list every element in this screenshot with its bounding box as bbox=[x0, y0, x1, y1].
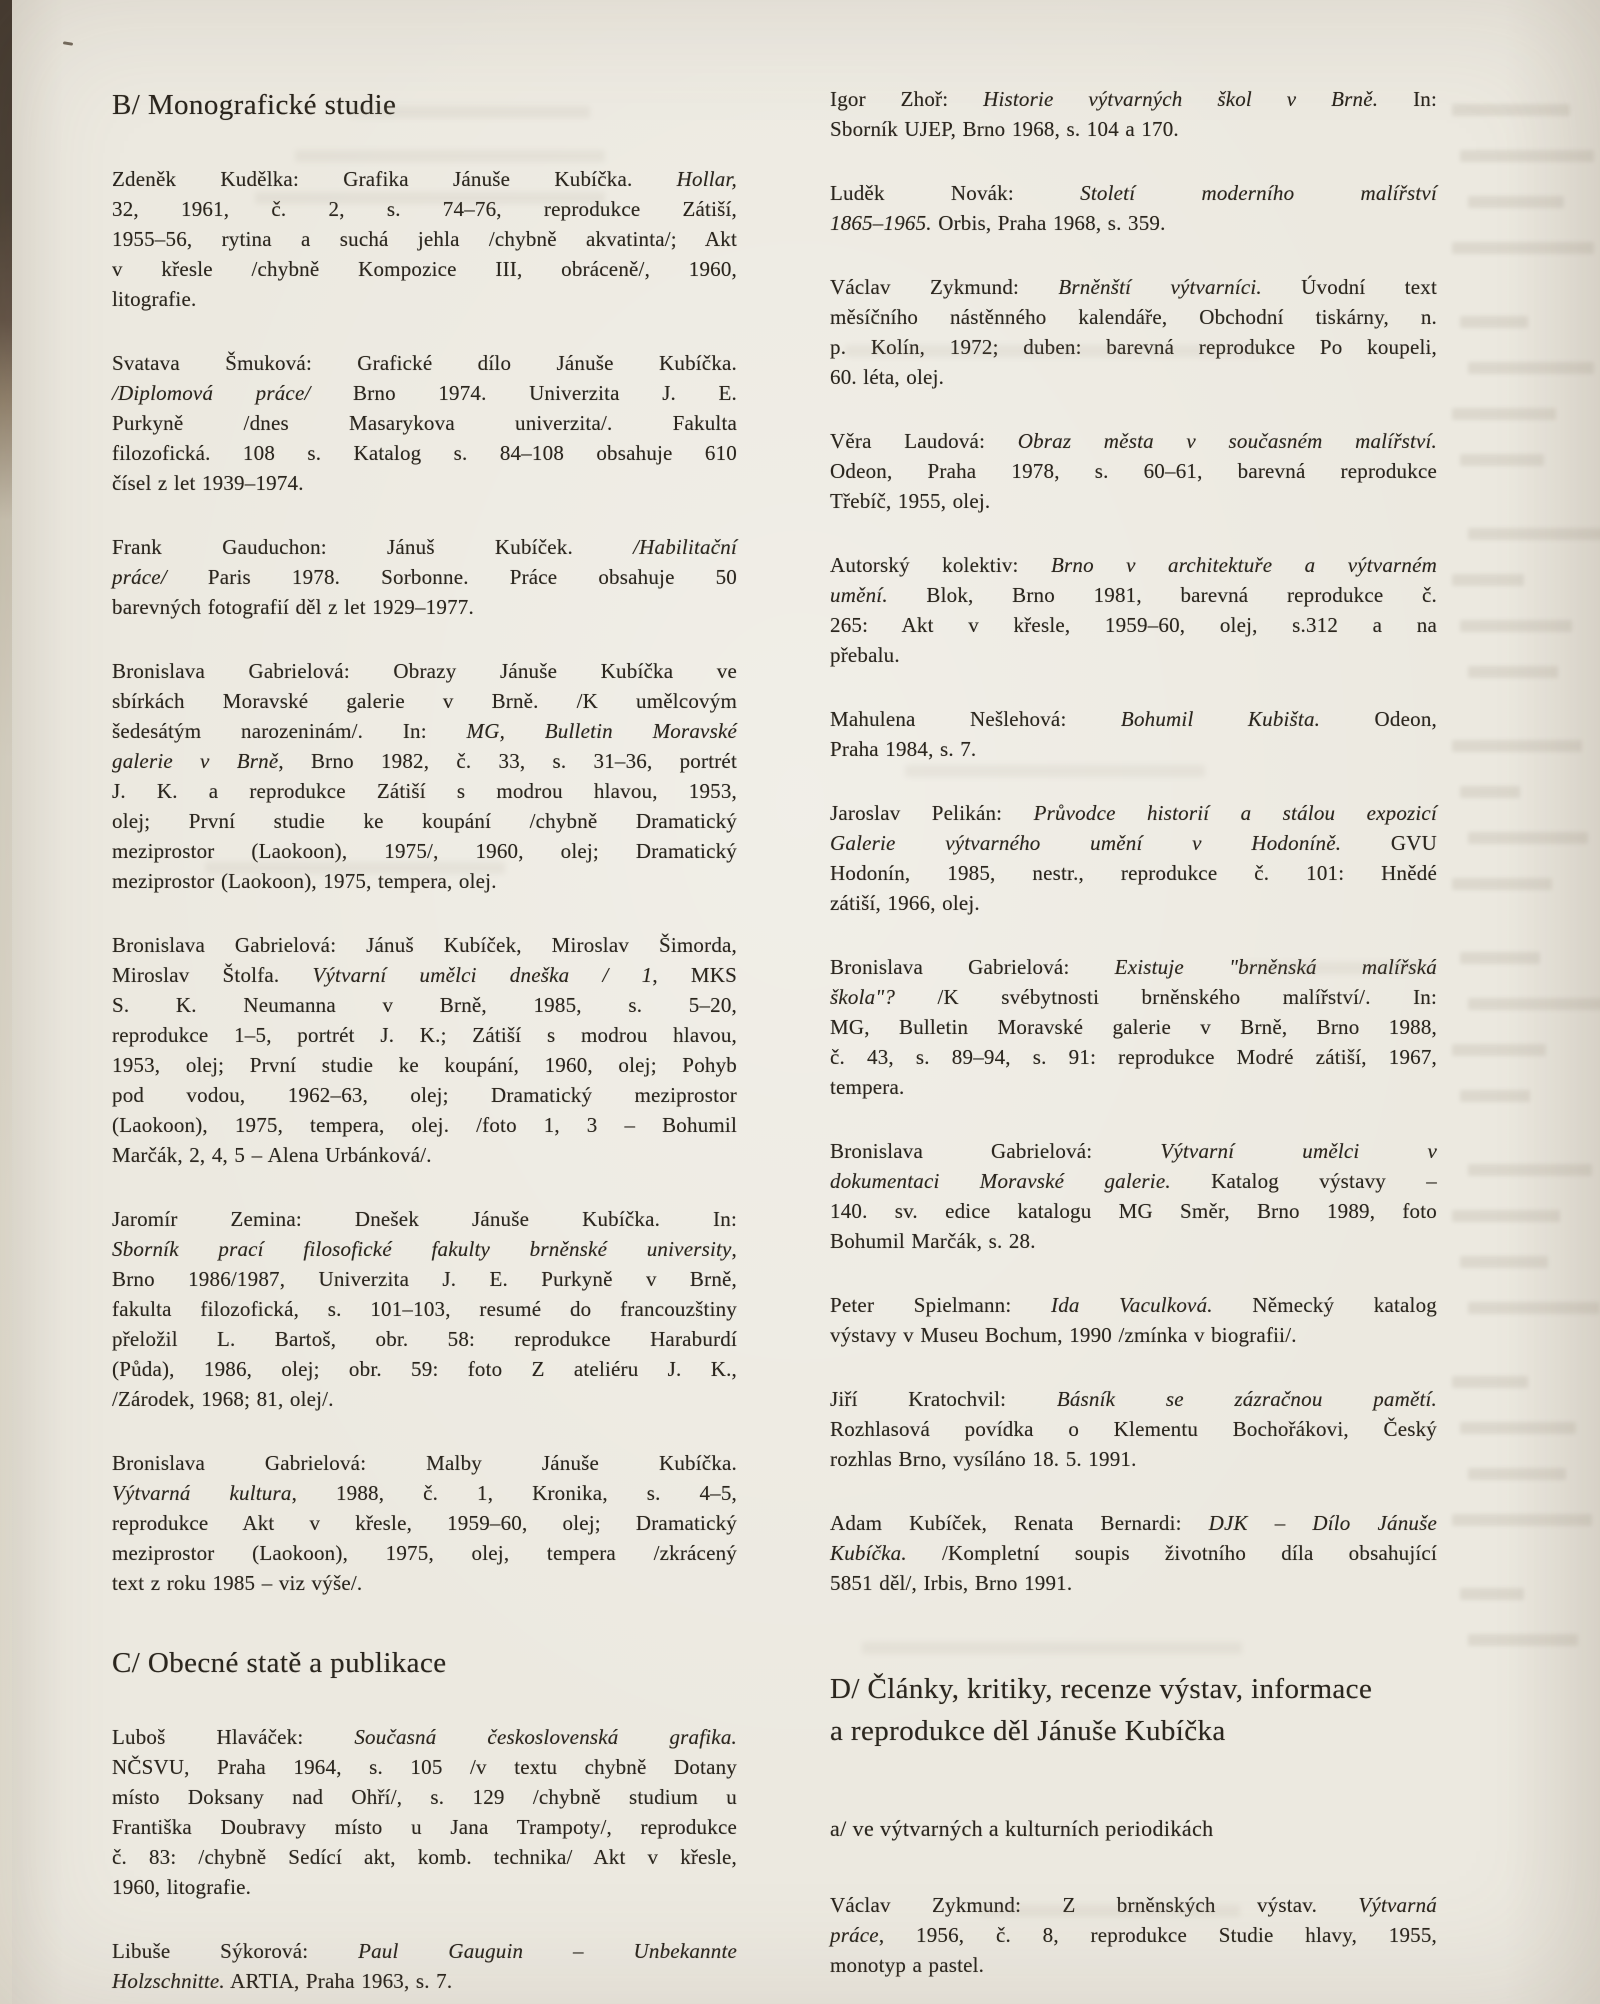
heading-line: a/ ve výtvarných a kulturních periodikách bbox=[830, 1816, 1214, 1841]
entry-line bbox=[830, 704, 1437, 734]
entry-line bbox=[112, 1020, 737, 1050]
text-run: , MKS bbox=[652, 963, 737, 987]
title-italic-run: Ida Vaculková. bbox=[1051, 1293, 1213, 1317]
text-run: šedesátým narozeninám/. In: bbox=[112, 719, 467, 743]
title-italic-run: Bohumil Kubišta. bbox=[1120, 707, 1321, 731]
title-italic-run: Básník se zázračnou pamětí. bbox=[1056, 1387, 1438, 1411]
bibliography-entry bbox=[830, 178, 1437, 238]
entry-line bbox=[830, 858, 1437, 888]
text-run: 32, 1961, č. 2, s. 74–76, reprodukce Zátiší, bbox=[112, 197, 737, 221]
entry-line bbox=[830, 362, 1437, 392]
text-run: /Kompletní soupis životního díla obsahující bbox=[906, 1541, 1437, 1565]
bibliography-entry bbox=[112, 164, 737, 314]
text-run: sbírkách Moravské galerie v Brně. /K umělcovým bbox=[112, 689, 737, 713]
text-run: , 1956, č. 8, reprodukce Studie hlavy, 1955, bbox=[878, 1923, 1437, 1947]
entry-line bbox=[830, 1320, 1437, 1350]
text-run: Libuše Sýkorová: bbox=[112, 1939, 359, 1963]
entry-line bbox=[830, 982, 1437, 1012]
title-italic-run: Obraz města v současném malířství. bbox=[1017, 429, 1437, 453]
bleedthrough-line bbox=[1460, 1256, 1548, 1268]
bibliography-entry bbox=[830, 550, 1437, 670]
title-italic-run: Paul Gauguin – Unbekannte bbox=[358, 1939, 737, 1963]
title-italic-run: Historie výtvarných škol v Brně. bbox=[983, 87, 1379, 111]
text-run: Frank Gauduchon: Jánuš Kubíček. bbox=[112, 535, 634, 559]
text-run: Odeon, bbox=[1320, 707, 1437, 731]
text-run: Bronislava Gabrielová: Jánuš Kubíček, Miroslav Šimorda, bbox=[112, 933, 737, 957]
bleedthrough-line bbox=[1460, 620, 1572, 632]
title-italic-run: Brněnští výtvarníci. bbox=[1058, 275, 1262, 299]
text-run: reprodukce Akt v křesle, 1959–60, olej; Dramatický bbox=[112, 1511, 737, 1535]
bleedthrough-line bbox=[1460, 1588, 1524, 1600]
entry-line bbox=[830, 1538, 1437, 1568]
bleedthrough-line bbox=[1468, 196, 1564, 208]
text-run: Hodonín, 1985, nestr., reprodukce č. 101: Hnědé bbox=[830, 861, 1437, 885]
entry-line bbox=[830, 1196, 1437, 1226]
text-run: Václav Zykmund: Z brněnských výstav. bbox=[830, 1893, 1359, 1917]
text-run: Paris 1978. Sorbonne. Práce obsahuje 50 bbox=[166, 565, 737, 589]
heading-line: D/ Články, kritiky, recenze výstav, informace bbox=[830, 1673, 1373, 1705]
bibliography-entry bbox=[112, 1204, 737, 1414]
bibliography-entry bbox=[830, 798, 1437, 918]
text-run: Orbis, Praha 1968, s. 359. bbox=[931, 211, 1166, 235]
text-run: J. K. a reprodukce Zátiší s modrou hlavou, 1953, bbox=[112, 779, 737, 803]
title-italic-run: Současná československá grafika. bbox=[354, 1725, 737, 1749]
bibliography-entry bbox=[830, 1508, 1437, 1598]
entry-line bbox=[112, 1508, 737, 1538]
text-run: rozhlas Brno, vysíláno 18. 5. 1991. bbox=[830, 1447, 1137, 1471]
title-italic-run: dokumentaci Moravské galerie. bbox=[830, 1169, 1171, 1193]
text-run: Bohumil Marčák, s. 28. bbox=[830, 1229, 1036, 1253]
title-italic-run: Výtvarní umělci dneška / 1 bbox=[312, 963, 653, 987]
title-italic-run: DJK – Dílo Jánuše bbox=[1208, 1511, 1437, 1535]
entry-line bbox=[112, 776, 737, 806]
text-run: litografie. bbox=[112, 287, 197, 311]
entry-line bbox=[112, 592, 737, 622]
title-italic-run: galerie v Brně bbox=[112, 749, 279, 773]
entry-line bbox=[830, 486, 1437, 516]
entry-line bbox=[112, 408, 737, 438]
bleedthrough-line bbox=[1452, 1210, 1560, 1222]
text-run: 1953, olej; První studie ke koupání, 1960, olej; Pohyb bbox=[112, 1053, 737, 1077]
entry-line bbox=[112, 1294, 737, 1324]
entry-line bbox=[830, 1042, 1437, 1072]
text-run: meziprostor (Laokoon), 1975/, 1960, olej; Dramatický bbox=[112, 839, 737, 863]
text-run: Jiří Kratochvil: bbox=[830, 1387, 1057, 1411]
bleedthrough-line bbox=[1452, 408, 1556, 420]
entry-line bbox=[112, 164, 737, 194]
entry-line bbox=[112, 1264, 737, 1294]
entry-line bbox=[112, 1080, 737, 1110]
text-run: v křesle /chybně Kompozice III, obráceně/, 1960, bbox=[112, 257, 737, 281]
text-run: olej; První studie ke koupání /chybně Dramatický bbox=[112, 809, 737, 833]
text-run: 1955–56, rytina a suchá jehla /chybně akvatinta/; Akt bbox=[112, 227, 737, 251]
ink-dash-artifact bbox=[63, 41, 73, 46]
bibliography-entry bbox=[112, 656, 737, 896]
entry-line bbox=[830, 952, 1437, 982]
text-run: Zdeněk Kudělka: Grafika Jánuše Kubíčka. bbox=[112, 167, 677, 191]
bibliography-entry bbox=[830, 952, 1437, 1102]
bleedthrough-line bbox=[1460, 316, 1528, 328]
entry-line bbox=[112, 1538, 737, 1568]
title-italic-run: Brno v architektuře a výtvarném bbox=[1050, 553, 1437, 577]
text-run: fakulta filozofická, s. 101–103, resumé do francouzštiny bbox=[112, 1297, 737, 1321]
title-italic-run: Hollar, bbox=[676, 167, 737, 191]
bibliography-entry bbox=[112, 930, 737, 1170]
bleedthrough-line bbox=[1468, 666, 1558, 678]
text-run: ARTIA, Praha 1963, s. 7. bbox=[224, 1969, 453, 1993]
entry-line bbox=[830, 84, 1437, 114]
title-italic-run: 1865–1965. bbox=[830, 211, 932, 235]
title-italic-run: Galerie výtvarného umění v Hodoníně. bbox=[830, 831, 1342, 855]
entry-line bbox=[112, 348, 737, 378]
entry-line bbox=[830, 1136, 1437, 1166]
text-run: Františka Doubravy místo u Jana Trampoty/, reprodukce bbox=[112, 1815, 737, 1839]
entry-line bbox=[112, 1812, 737, 1842]
section-heading bbox=[830, 1814, 1437, 1844]
bleedthrough-line bbox=[1460, 454, 1544, 466]
text-run: Purkyně /dnes Masarykova univerzita/. Fakulta bbox=[112, 411, 737, 435]
entry-line bbox=[112, 1782, 737, 1812]
title-italic-run: práce bbox=[830, 1923, 879, 1947]
entry-line bbox=[112, 1568, 737, 1598]
text-run: meziprostor (Laokoon), 1975, olej, tempera /zkrácený bbox=[112, 1541, 737, 1565]
title-italic-run: Sborník prací filosofické fakulty brněnské university bbox=[112, 1237, 732, 1261]
entry-line bbox=[830, 1226, 1437, 1256]
entry-line bbox=[112, 866, 737, 896]
text-run: Blok, Brno 1981, barevná reprodukce č. bbox=[887, 583, 1437, 607]
text-run: S. K. Neumanna v Brně, 1985, s. 5–20, bbox=[112, 993, 737, 1017]
text-run: Jaromír Zemina: Dnešek Jánuše Kubíčka. In: bbox=[112, 1207, 737, 1231]
bleedthrough-line bbox=[1468, 1302, 1600, 1314]
entry-line bbox=[112, 686, 737, 716]
bleedthrough-line bbox=[1452, 1514, 1592, 1526]
text-run: Miroslav Štolfa. bbox=[112, 963, 313, 987]
entry-line bbox=[830, 1072, 1437, 1102]
title-italic-run: škola"? bbox=[830, 985, 896, 1009]
entry-line bbox=[112, 254, 737, 284]
entry-line bbox=[830, 426, 1437, 456]
text-run: Třebíč, 1955, olej. bbox=[830, 489, 991, 513]
entry-line bbox=[112, 1842, 737, 1872]
text-run: Rozhlasová povídka o Klementu Bochořákovi, Český bbox=[830, 1417, 1437, 1441]
bibliography-entry bbox=[830, 1890, 1437, 1980]
bleedthrough-line bbox=[1452, 574, 1524, 586]
title-italic-run: umění. bbox=[830, 583, 888, 607]
text-run: Bronislava Gabrielová: bbox=[830, 955, 1115, 979]
title-italic-run: Kubíčka. bbox=[830, 1541, 907, 1565]
text-run: č. 43, s. 89–94, s. 91: reprodukce Modré zátiší, 1967, bbox=[830, 1045, 1437, 1069]
text-run: 5851 děl/, Irbis, Brno 1991. bbox=[830, 1571, 1073, 1595]
text-run: Václav Zykmund: bbox=[830, 275, 1059, 299]
text-run: Věra Laudová: bbox=[830, 429, 1018, 453]
heading-line: C/ Obecné statě a publikace bbox=[112, 1647, 447, 1679]
text-run: MG, Bulletin Moravské galerie v Brně, Brno 1988, bbox=[830, 1015, 1437, 1039]
text-run: přebalu. bbox=[830, 643, 900, 667]
text-run: zátiší, 1966, olej. bbox=[830, 891, 980, 915]
entry-line bbox=[112, 1234, 737, 1264]
section-heading bbox=[112, 84, 737, 126]
entry-line bbox=[830, 640, 1437, 670]
entry-line bbox=[830, 1950, 1437, 1980]
entry-line bbox=[830, 1508, 1437, 1538]
text-run: měsíčního nástěnného kalendáře, Obchodní tiskárny, n. bbox=[830, 305, 1437, 329]
right-column bbox=[830, 84, 1437, 2004]
bleedthrough-line bbox=[1468, 1634, 1578, 1646]
bibliography-entry bbox=[830, 1384, 1437, 1474]
text-run: , 1988, č. 1, Kronika, s. 4–5, bbox=[291, 1481, 738, 1505]
bibliography-entry bbox=[830, 426, 1437, 516]
text-run: Bronislava Gabrielová: Obrazy Jánuše Kubíčka ve bbox=[112, 659, 737, 683]
bleedthrough-line bbox=[1468, 998, 1600, 1010]
section-heading bbox=[830, 1668, 1437, 1752]
text-run: 265: Akt v křesle, 1959–60, olej, s.312 a na bbox=[830, 613, 1437, 637]
title-italic-run: Výtvarní umělci v bbox=[1160, 1139, 1437, 1163]
text-run: /K svébytnosti brněnského malířství/. In: bbox=[895, 985, 1437, 1009]
bleedthrough-line bbox=[1460, 1090, 1530, 1102]
entry-line bbox=[112, 438, 737, 468]
text-run: Bronislava Gabrielová: bbox=[830, 1139, 1161, 1163]
text-run: Brno 1986/1987, Univerzita J. E. Purkyně v Brně, bbox=[112, 1267, 737, 1291]
text-run: GVU bbox=[1341, 831, 1437, 855]
entry-line bbox=[112, 716, 737, 746]
bleedthrough-line bbox=[1460, 1422, 1576, 1434]
entry-line bbox=[830, 888, 1437, 918]
entry-line bbox=[112, 468, 737, 498]
entry-line bbox=[112, 990, 737, 1020]
text-run: místo Doksany nad Ohří/, s. 129 /chybně studium u bbox=[112, 1785, 737, 1809]
entry-line bbox=[112, 194, 737, 224]
entry-line bbox=[112, 224, 737, 254]
text-run: Německý katalog bbox=[1212, 1293, 1437, 1317]
bibliography-entry bbox=[830, 1290, 1437, 1350]
text-run: , bbox=[731, 1237, 737, 1261]
text-run: Jaroslav Pelikán: bbox=[830, 801, 1034, 825]
bibliography-entry bbox=[112, 1448, 737, 1598]
text-run: (Půda), 1986, olej; obr. 59: foto Z ateliéru J. K., bbox=[112, 1357, 737, 1381]
entry-line bbox=[830, 1920, 1437, 1950]
entry-line bbox=[830, 1384, 1437, 1414]
entry-line bbox=[112, 532, 737, 562]
text-run: p. Kolín, 1972; duben: barevná reprodukce Po koupeli, bbox=[830, 335, 1437, 359]
title-italic-run: Holzschnitte. bbox=[112, 1969, 225, 1993]
title-italic-run: /Diplomová práce/ bbox=[112, 381, 311, 405]
text-run: Sborník UJEP, Brno 1968, s. 104 a 170. bbox=[830, 117, 1179, 141]
entry-line bbox=[830, 302, 1437, 332]
text-run: filozofická. 108 s. Katalog s. 84–108 obsahuje 610 bbox=[112, 441, 737, 465]
text-run: přeložil L. Bartoš, obr. 58: reprodukce Haraburdí bbox=[112, 1327, 737, 1351]
entry-line bbox=[830, 1444, 1437, 1474]
entry-line bbox=[112, 1140, 737, 1170]
entry-line bbox=[830, 1290, 1437, 1320]
title-italic-run: MG, Bulletin Moravské bbox=[466, 719, 737, 743]
entry-line bbox=[830, 580, 1437, 610]
entry-line bbox=[830, 456, 1437, 486]
entry-line bbox=[830, 1414, 1437, 1444]
bibliography-entry bbox=[112, 1722, 737, 1902]
text-run: Luboš Hlaváček: bbox=[112, 1725, 355, 1749]
entry-line bbox=[112, 1752, 737, 1782]
text-run: meziprostor (Laokoon), 1975, tempera, olej. bbox=[112, 869, 497, 893]
entry-line bbox=[830, 828, 1437, 858]
entry-line bbox=[112, 1478, 737, 1508]
bleedthrough-line bbox=[1468, 362, 1594, 374]
entry-line bbox=[112, 1872, 737, 1902]
text-run: Katalog výstavy – bbox=[1170, 1169, 1437, 1193]
entry-line bbox=[830, 178, 1437, 208]
bleedthrough-line bbox=[1468, 1468, 1566, 1480]
entry-line bbox=[112, 284, 737, 314]
bibliography-entry bbox=[830, 704, 1437, 764]
entry-line bbox=[112, 562, 737, 592]
heading-line: B/ Monografické studie bbox=[112, 89, 397, 121]
bibliography-entry bbox=[830, 84, 1437, 144]
title-italic-run: /Habilitační bbox=[633, 535, 737, 559]
text-run: Marčák, 2, 4, 5 – Alena Urbánková/. bbox=[112, 1143, 432, 1167]
text-run: 1960, litografie. bbox=[112, 1875, 252, 1899]
entry-line bbox=[830, 1890, 1437, 1920]
entry-line bbox=[112, 1384, 737, 1414]
bleedthrough-line bbox=[1460, 150, 1594, 162]
title-italic-run: Století moderního malířství bbox=[1080, 181, 1437, 205]
entry-line bbox=[830, 1012, 1437, 1042]
entry-line bbox=[112, 1448, 737, 1478]
bleedthrough-line bbox=[1452, 242, 1594, 254]
text-run: (Laokoon), 1975, tempera, olej. /foto 1, 3 – Bohumil bbox=[112, 1113, 737, 1137]
text-run: 140. sv. edice katalogu MG Směr, Brno 1989, foto bbox=[830, 1199, 1437, 1223]
text-run: NČSVU, Praha 1964, s. 105 /v textu chybně Dotany bbox=[112, 1755, 737, 1779]
text-run: Brno 1974. Univerzita J. E. bbox=[310, 381, 737, 405]
title-italic-run: Výtvarná kultura bbox=[112, 1481, 292, 1505]
bleedthrough-line bbox=[1468, 832, 1588, 844]
title-italic-run: Průvodce historií a stálou expozicí bbox=[1033, 801, 1437, 825]
text-run: Úvodní text bbox=[1261, 275, 1437, 299]
left-column bbox=[112, 84, 737, 2004]
entry-line bbox=[830, 1166, 1437, 1196]
bleedthrough-line bbox=[1460, 786, 1520, 798]
text-run: reprodukce 1–5, portrét J. K.; Zátiší s modrou hlavou, bbox=[112, 1023, 737, 1047]
entry-line bbox=[112, 1324, 737, 1354]
entry-line bbox=[112, 930, 737, 960]
section-heading bbox=[112, 1642, 737, 1684]
entry-line bbox=[112, 1966, 737, 1996]
text-run: Igor Zhoř: bbox=[830, 87, 984, 111]
bibliography-entry bbox=[830, 1136, 1437, 1256]
heading-line: a reprodukce děl Jánuše Kubíčka bbox=[830, 1715, 1226, 1747]
text-run: Bronislava Gabrielová: Malby Jánuše Kubíčka. bbox=[112, 1451, 737, 1475]
entry-line bbox=[112, 1110, 737, 1140]
bibliography-entry bbox=[112, 1936, 737, 1996]
bleedthrough-line bbox=[1452, 1044, 1546, 1056]
entry-line bbox=[830, 798, 1437, 828]
entry-line bbox=[830, 1568, 1437, 1598]
bibliography-entry bbox=[830, 272, 1437, 392]
entry-line bbox=[830, 114, 1437, 144]
text-run: Autorský kolektiv: bbox=[830, 553, 1051, 577]
title-italic-run: Existuje "brněnská malířská bbox=[1114, 955, 1437, 979]
entry-line bbox=[112, 1354, 737, 1384]
title-italic-run: práce/ bbox=[112, 565, 167, 589]
entry-line bbox=[830, 272, 1437, 302]
bleedthrough-line bbox=[1452, 1376, 1528, 1388]
bleedthrough-line bbox=[1452, 104, 1570, 116]
bleedthrough-line bbox=[1460, 952, 1540, 964]
entry-line bbox=[112, 960, 737, 990]
bibliography-entry bbox=[112, 348, 737, 498]
entry-line bbox=[830, 550, 1437, 580]
entry-line bbox=[830, 332, 1437, 362]
text-run: tempera. bbox=[830, 1075, 905, 1099]
bleedthrough-line bbox=[1452, 740, 1582, 752]
text-run: pod vodou, 1962–63, olej; Dramatický meziprostor bbox=[112, 1083, 737, 1107]
text-run: Peter Spielmann: bbox=[830, 1293, 1051, 1317]
text-run: čísel z let 1939–1974. bbox=[112, 471, 304, 495]
entry-line bbox=[112, 836, 737, 866]
text-run: výstavy v Museu Bochum, 1990 /zmínka v biografii/. bbox=[830, 1323, 1297, 1347]
text-run: , Brno 1982, č. 33, s. 31–36, portrét bbox=[278, 749, 737, 773]
text-run: Odeon, Praha 1978, s. 60–61, barevná reprodukce bbox=[830, 459, 1437, 483]
text-run: 60. léta, olej. bbox=[830, 365, 945, 389]
entry-line bbox=[112, 746, 737, 776]
entry-line bbox=[112, 378, 737, 408]
title-italic-run: Výtvarná bbox=[1358, 1893, 1437, 1917]
bleedthrough-line bbox=[1468, 1164, 1592, 1176]
text-run: monotyp a pastel. bbox=[830, 1953, 985, 1977]
scan-edge-artifact bbox=[0, 0, 12, 2004]
text-run: Mahulena Nešlehová: bbox=[830, 707, 1121, 731]
entry-line bbox=[112, 1936, 737, 1966]
text-run: In: bbox=[1378, 87, 1437, 111]
text-run: Praha 1984, s. 7. bbox=[830, 737, 977, 761]
text-run: Luděk Novák: bbox=[830, 181, 1081, 205]
entry-line bbox=[112, 1050, 737, 1080]
text-run: Adam Kubíček, Renata Bernardi: bbox=[830, 1511, 1209, 1535]
bleedthrough-line bbox=[1452, 878, 1552, 890]
text-run: barevných fotografií děl z let 1929–1977. bbox=[112, 595, 474, 619]
text-run: č. 83: /chybně Sedící akt, komb. technika/ Akt v křesle, bbox=[112, 1845, 737, 1869]
text-run: text z roku 1985 – viz výše/. bbox=[112, 1571, 363, 1595]
text-run: Svatava Šmuková: Grafické dílo Jánuše Kubíčka. bbox=[112, 351, 737, 375]
entry-line bbox=[112, 1722, 737, 1752]
text-run: /Zárodek, 1968; 81, olej/. bbox=[112, 1387, 334, 1411]
entry-line bbox=[830, 610, 1437, 640]
bibliography-entry bbox=[112, 532, 737, 622]
entry-line bbox=[112, 656, 737, 686]
entry-line bbox=[830, 734, 1437, 764]
entry-line bbox=[830, 208, 1437, 238]
entry-line bbox=[112, 806, 737, 836]
entry-line bbox=[112, 1204, 737, 1234]
bleedthrough-line bbox=[1468, 528, 1600, 540]
